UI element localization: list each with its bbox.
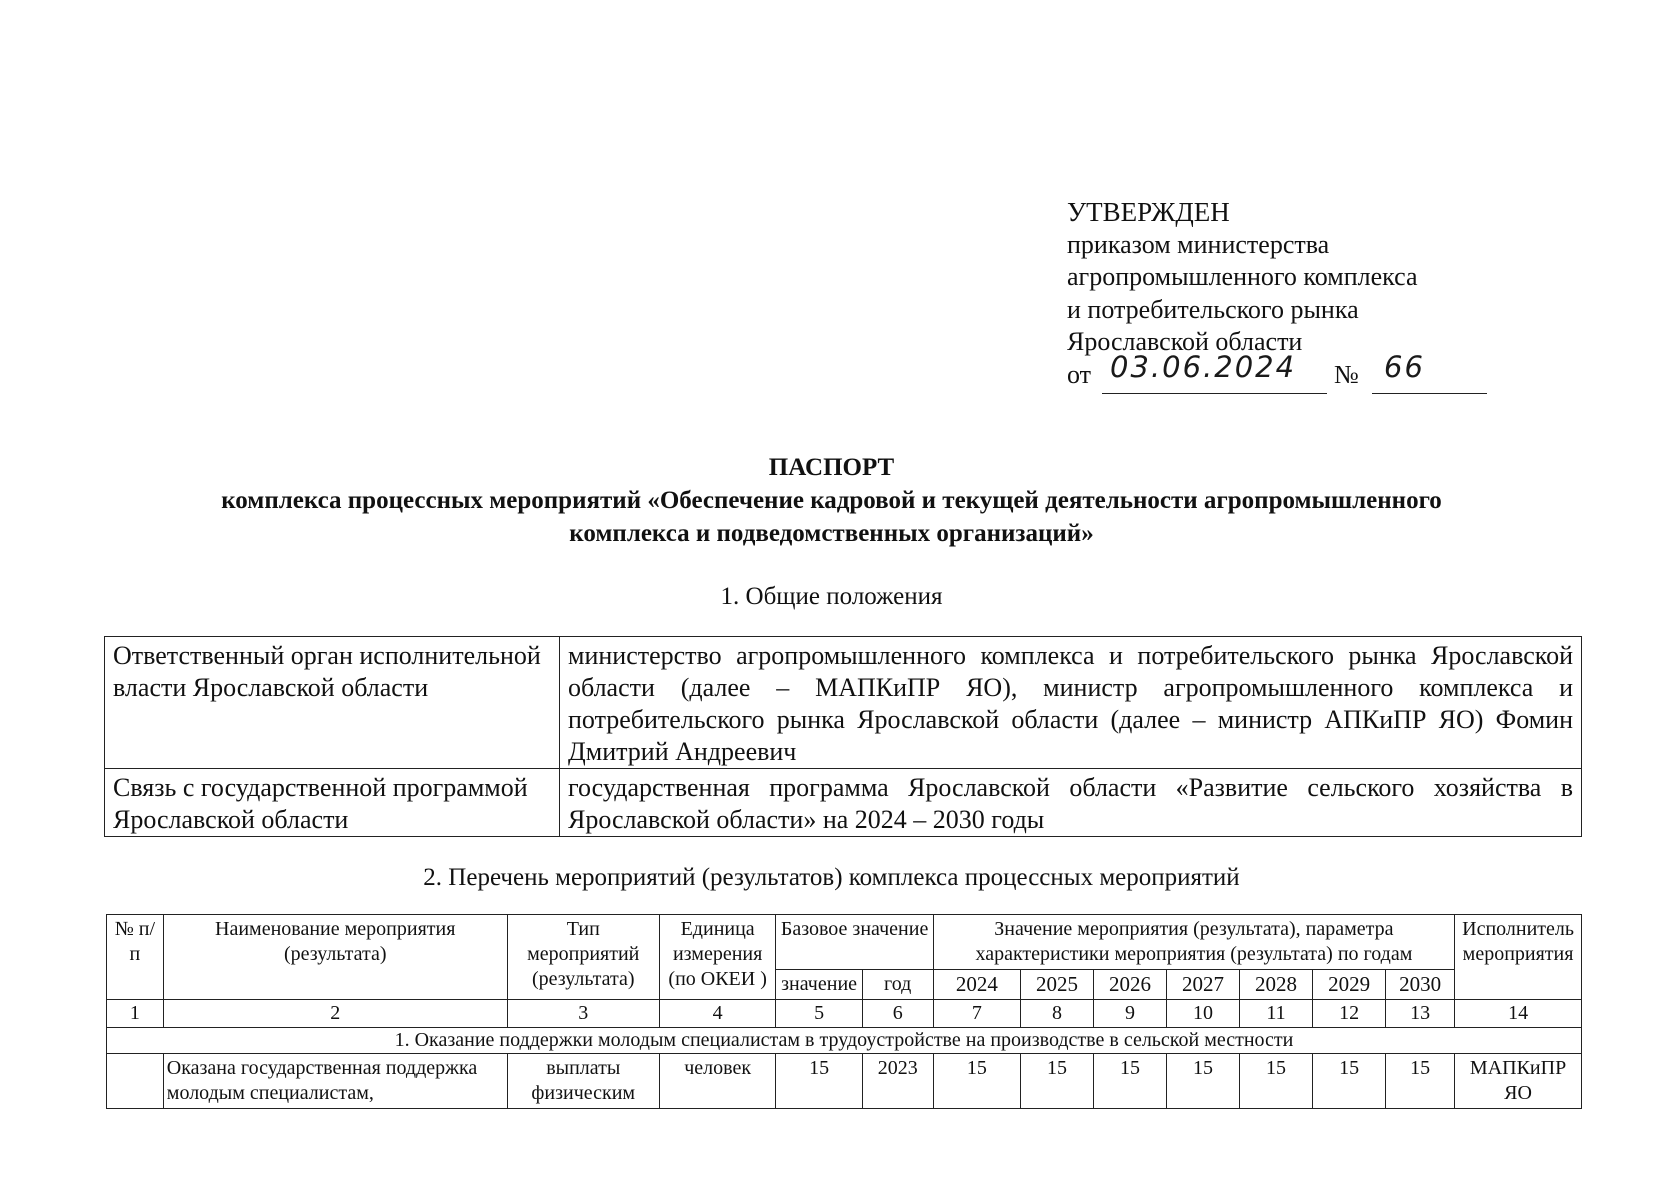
column-number: 6: [862, 1000, 933, 1028]
header-year: 2027: [1167, 970, 1240, 1000]
column-number: 5: [776, 1000, 862, 1028]
measures-table: [106, 914, 1582, 1109]
approval-heading: УТВЕРЖДЕН: [1067, 197, 1230, 227]
header-year: 2030: [1386, 970, 1455, 1000]
column-number: 7: [933, 1000, 1020, 1028]
row-unit: человек: [659, 1054, 776, 1109]
row-name: Оказана государственная поддержка молодым специалистам,: [163, 1054, 507, 1109]
general-provisions-table: [104, 636, 1582, 837]
group-title-row: [107, 1028, 1582, 1054]
approval-line: Ярославской области: [1067, 327, 1303, 356]
title-subtitle-line: комплекса и подведомственных организаций»: [569, 520, 1094, 547]
row-year-value: 15: [1313, 1054, 1386, 1109]
row-executor: МАПКиПР ЯО: [1455, 1054, 1582, 1109]
row-type: выплаты физическим: [507, 1054, 659, 1109]
row-year-value: 15: [1386, 1054, 1455, 1109]
approval-line: и потребительского рынка: [1067, 294, 1359, 324]
approval-line: приказом министерства: [1067, 229, 1330, 259]
column-number: 4: [659, 1000, 776, 1028]
column-number: 8: [1020, 1000, 1093, 1028]
header-values: Значение мероприятия (результата), параметра характеристики мероприятия (результата) по годам: [933, 915, 1454, 970]
document-title: [0, 451, 1663, 550]
table-row: [107, 1054, 1582, 1109]
title-heading: ПАСПОРТ: [768, 454, 895, 481]
approval-line: агропромышленного комплекса: [1067, 262, 1418, 291]
table-cell-label: Связь с государственной программой Ярославской области: [105, 769, 560, 837]
approval-stamp: [1067, 196, 1425, 393]
header-year: 2028: [1240, 970, 1313, 1000]
header-year: 2025: [1020, 970, 1093, 1000]
column-number: 2: [163, 1000, 507, 1028]
header-executor: Исполнитель мероприятия: [1455, 915, 1582, 1000]
number-sign: №: [1334, 359, 1359, 389]
row-base-year: 2023: [862, 1054, 933, 1109]
header-unit: Единица измерения (по ОКЕИ ): [659, 915, 776, 1000]
table-cell-value: государственная программа Ярославской области «Развитие сельского хозяйства в Ярославской области» на 2024 – 2030 годы: [560, 769, 1582, 837]
table-row: [105, 769, 1582, 837]
column-number: 14: [1455, 1000, 1582, 1028]
column-number-row: [107, 1000, 1582, 1028]
header-base-year: год: [862, 970, 933, 1000]
group-title: 1. Оказание поддержки молодым специалистам в трудоустройстве на производстве в сельской местности: [107, 1028, 1582, 1054]
row-num: [107, 1054, 164, 1109]
table-cell-label: Ответственный орган исполнительной власти Ярославской области: [105, 637, 560, 769]
header-type: Тип мероприятий (результата): [507, 915, 659, 1000]
handwritten-date: 03.06.2024: [1110, 349, 1297, 384]
order-date-number: [1067, 349, 1425, 393]
header-name: Наименование мероприятия (результата): [163, 915, 507, 1000]
column-number: 1: [107, 1000, 164, 1028]
column-number: 3: [507, 1000, 659, 1028]
header-year: 2024: [933, 970, 1020, 1000]
column-number: 10: [1167, 1000, 1240, 1028]
column-number: 11: [1240, 1000, 1313, 1028]
row-base-value: 15: [776, 1054, 862, 1109]
column-number: 12: [1313, 1000, 1386, 1028]
section1-heading: 1. Общие положения: [720, 583, 943, 610]
row-year-value: 15: [1020, 1054, 1093, 1109]
handwritten-number: 66: [1384, 349, 1425, 384]
column-number: 13: [1386, 1000, 1455, 1028]
header-year: 2026: [1093, 970, 1166, 1000]
title-subtitle-line: комплекса процессных мероприятий «Обеспечение кадровой и текущей деятельности агропромышленного: [221, 487, 1442, 514]
date-field: [1102, 349, 1327, 394]
row-year-value: 15: [1093, 1054, 1166, 1109]
row-year-value: 15: [933, 1054, 1020, 1109]
table-header-row: [107, 915, 1582, 970]
section2-heading: 2. Перечень мероприятий (результатов) комплекса процессных мероприятий: [423, 864, 1240, 891]
header-base: Базовое значение: [776, 915, 933, 970]
number-field: [1372, 349, 1487, 394]
date-prefix: от: [1067, 359, 1092, 389]
table-row: [105, 637, 1582, 769]
column-number: 9: [1093, 1000, 1166, 1028]
header-year: 2029: [1313, 970, 1386, 1000]
row-year-value: 15: [1167, 1054, 1240, 1109]
table-cell-value: министерство агропромышленного комплекса и потребительского рынка Ярославской области (далее – МАПКиПР ЯО), министр агропромышленного комплекса и потребительского рынка Ярославской области (далее – министр АПКиПР ЯО) Фомин Дмитрий Андреевич: [560, 637, 1582, 769]
header-num: № п/п: [107, 915, 164, 1000]
header-base-value: значение: [776, 970, 862, 1000]
row-year-value: 15: [1240, 1054, 1313, 1109]
